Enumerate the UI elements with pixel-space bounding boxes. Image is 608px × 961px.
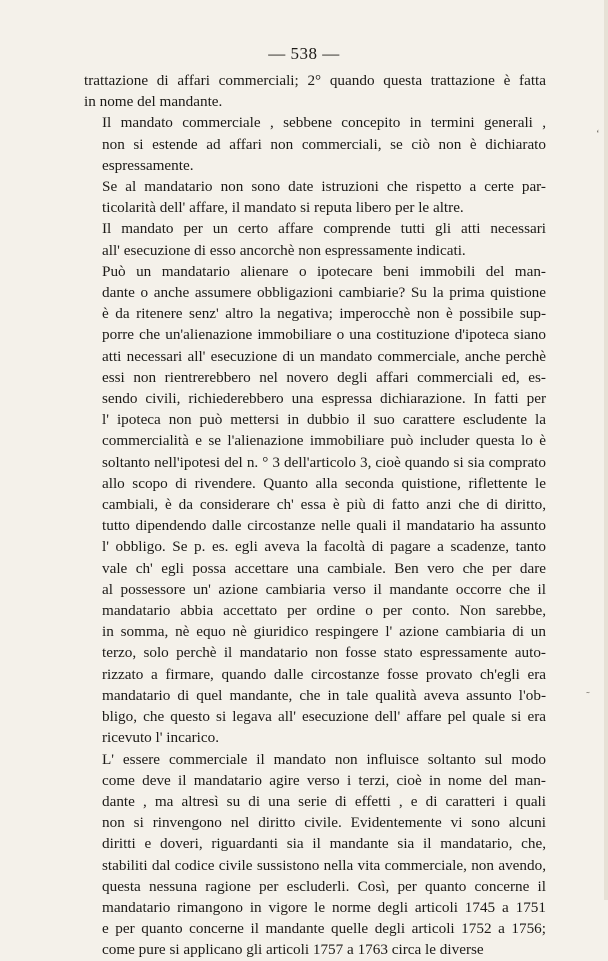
text-line: stabiliti dal codice civile sussistono nella vita commerciale, non avendo, [102, 856, 546, 874]
text-line: dante , ma altresì su di una serie di effetti , e di caratteri i quali [102, 792, 546, 810]
text-line: mandatario rimangono in vigore le norme degli articoli 1745 a 1751 [102, 898, 546, 916]
text-line: all' esecuzione di esso ancorchè non espressamente indicati. [102, 241, 466, 259]
paragraph [84, 176, 546, 218]
text-line: dante o anche assumere obbligazioni cambiarie? Su la prima quistione [102, 284, 546, 302]
text-line: in nome del mandante. [84, 93, 223, 111]
text-line: Il mandato commerciale , sebbene concepito in termini generali , [102, 114, 546, 132]
text-line: mandatario di quel mandante, che in tale qualità aveva assunto l'ob- [102, 686, 546, 704]
text-line: non si rinvengono nel diritto civile. Evidentemente vi sono alcuni [102, 814, 546, 832]
text-line: commercialità e se l'alienazione immobiliare può includer questa lo è [102, 432, 546, 450]
text-line: trattazione di affari commerciali; 2° quando questa trattazione è fatta [84, 72, 546, 89]
text-line: Può un mandatario alienare o ipotecare beni immobili del man- [102, 262, 546, 280]
paragraph [84, 70, 546, 112]
text-line: mandatario abbia accettato per ordine o per conto. Non sarebbe, [102, 602, 546, 620]
text-line: espressamente. [102, 156, 194, 174]
text-line: terzo, solo perchè il mandatario non fosse stato espressamente auto- [102, 644, 546, 662]
paragraph [84, 218, 546, 260]
body-text [84, 70, 546, 961]
text-line: soltanto nell'ipotesi del n. ° 3 dell'articolo 3, cioè quando si sia comprato [102, 453, 546, 471]
margin-mark: ˜ [586, 690, 590, 702]
text-line: come deve il mandatario agire verso i terzi, cioè in nome del man- [102, 771, 546, 789]
text-line: Se al mandatario non sono date istruzioni che rispetto a certe par- [102, 178, 546, 196]
text-line: l' obbligo. Se p. es. egli aveva la facoltà di pagare a scadenze, tanto [102, 538, 546, 556]
text-line: diritti e doveri, riguardanti sia il mandante sia il mandatario, che, [102, 835, 546, 853]
text-line: essi non rientrerebbero nel novero degli affari commerciali ed, es- [102, 368, 546, 386]
paragraph [84, 749, 546, 961]
page-number: — 538 — [268, 44, 340, 63]
margin-mark: ʻ [596, 128, 600, 140]
text-line: porre che un'alienazione immobiliare o una costituzione d'ipoteca siano [102, 326, 546, 344]
text-line: bligo, che questo si legava all' esecuzione dell' affare pel quale si era [102, 708, 546, 726]
paragraph [84, 112, 546, 176]
text-line: atti necessari all' esecuzione di un mandato commerciale, anche perchè [102, 347, 546, 365]
text-line: allo scopo di rivendere. Quanto alla seconda quistione, riflettente le [102, 474, 546, 492]
text-line: come pure si applicano gli articoli 1757 a 1763 circa le diverse [102, 941, 484, 959]
text-line: cambiali, è da considerare ch' essa è più di fatto anzi che di diritto, [102, 496, 546, 514]
text-line: questa nessuna ragione per escluderli. Così, per quanto concerne il [102, 877, 546, 895]
text-line: sendo civili, richiederebbero una espressa dichiarazione. In fatti per [102, 390, 546, 408]
text-line: e per quanto concerne il mandante quelle degli articoli 1752 a 1756; [102, 920, 546, 938]
text-line: rizzato a firmare, quando dalle circostanze fosse provato ch'egli era [102, 665, 546, 683]
text-line: è da ritenere senz' altro la negativa; imperocchè non è possibile sup- [102, 305, 546, 323]
text-line: al possessore un' azione cambiaria verso il mandante occorre che il [102, 580, 546, 598]
text-line: Il mandato per un certo affare comprende tutti gli atti necessari [102, 220, 546, 238]
text-line: L' essere commerciale il mandato non influisce soltanto sul modo [102, 750, 546, 768]
text-line: tutto dipendendo dalle circostanze nelle quali il mandatario ha assunto [102, 517, 546, 535]
text-line: vale ch' egli possa accettare una cambiale. Ben vero che per dare [102, 559, 546, 577]
text-line: in somma, nè equo nè giuridico respingere l' azione cambiaria di un [102, 623, 546, 641]
text-line: non si estende ad affari non commerciali, se ciò non è dichiarato [102, 135, 546, 153]
text-line: ticolarità dell' affare, il mandato si reputa libero per le altre. [102, 199, 464, 217]
text-line: ricevuto l' incarico. [102, 729, 220, 747]
text-line: l' ipoteca non può mettersi in dubbio il suo carattere escludente la [102, 411, 546, 429]
paragraph [84, 261, 546, 749]
page-edge [604, 0, 608, 900]
